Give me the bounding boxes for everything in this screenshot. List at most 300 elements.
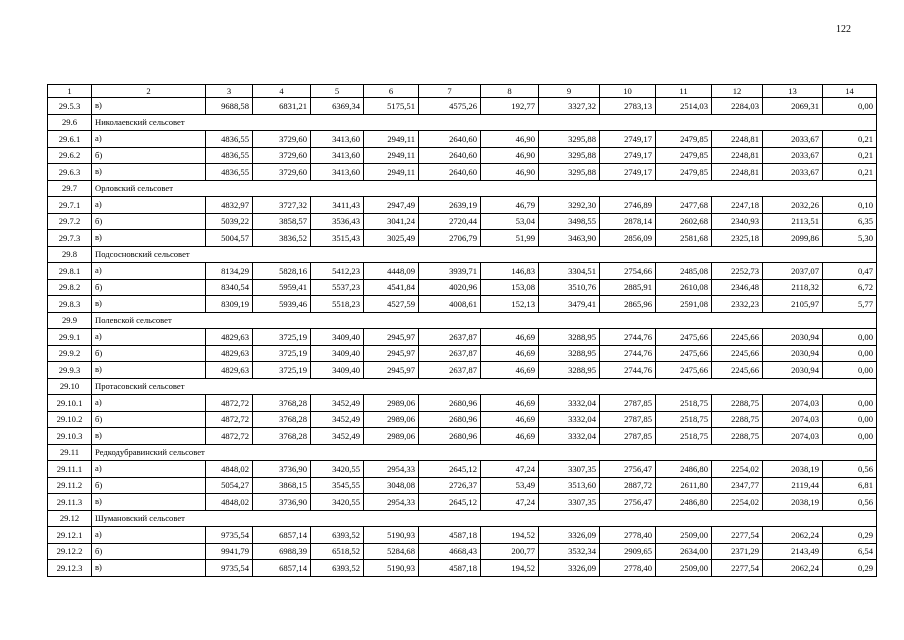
header-cell: 1 — [48, 85, 92, 98]
value-cell: 6831,21 — [253, 98, 311, 115]
value-cell: 5518,23 — [311, 296, 364, 313]
value-cell: 3041,24 — [364, 213, 419, 230]
value-cell: 3768,28 — [253, 411, 311, 428]
value-cell: 2989,06 — [364, 411, 419, 428]
value-cell: 2954,33 — [364, 461, 419, 478]
value-cell: 2865,96 — [600, 296, 656, 313]
value-cell: 0,47 — [823, 263, 877, 280]
value-cell: 4587,18 — [419, 560, 481, 577]
value-cell: 2878,14 — [600, 213, 656, 230]
value-cell: 4008,61 — [419, 296, 481, 313]
section-name: Орловский сельсовет — [92, 180, 877, 197]
value-cell: 3545,55 — [311, 477, 364, 494]
table-row — [48, 197, 877, 214]
value-cell: 2475,66 — [656, 329, 712, 346]
value-cell: 4829,63 — [206, 345, 253, 362]
value-cell: 2475,66 — [656, 362, 712, 379]
value-cell: 53,04 — [481, 213, 539, 230]
row-sub-label: а) — [92, 329, 206, 346]
row-code: 29.7.2 — [48, 213, 92, 230]
value-cell: 2074,03 — [763, 411, 823, 428]
value-cell: 46,79 — [481, 197, 539, 214]
row-code: 29.12.1 — [48, 527, 92, 544]
value-cell: 2744,76 — [600, 345, 656, 362]
value-cell: 5,77 — [823, 296, 877, 313]
value-cell: 0,29 — [823, 560, 877, 577]
value-cell: 2245,66 — [712, 345, 763, 362]
section-name: Подсосновский сельсовет — [92, 246, 877, 263]
value-cell: 53,49 — [481, 477, 539, 494]
row-code: 29.11 — [48, 444, 92, 461]
value-cell: 3292,30 — [539, 197, 600, 214]
value-cell: 146,83 — [481, 263, 539, 280]
table-row — [48, 527, 877, 544]
table-row — [48, 131, 877, 148]
value-cell: 5828,16 — [253, 263, 311, 280]
value-cell: 2277,54 — [712, 560, 763, 577]
value-cell: 3288,95 — [539, 329, 600, 346]
table-row — [48, 329, 877, 346]
value-cell: 2749,17 — [600, 131, 656, 148]
value-cell: 3409,40 — [311, 362, 364, 379]
value-cell: 2346,48 — [712, 279, 763, 296]
section-row — [48, 510, 877, 527]
value-cell: 2254,02 — [712, 461, 763, 478]
value-cell: 5175,51 — [364, 98, 419, 115]
header-cell: 10 — [600, 85, 656, 98]
value-cell: 6393,52 — [311, 560, 364, 577]
value-cell: 2637,87 — [419, 362, 481, 379]
row-sub-label: а) — [92, 395, 206, 412]
section-row — [48, 378, 877, 395]
value-cell: 5412,23 — [311, 263, 364, 280]
value-cell: 2611,80 — [656, 477, 712, 494]
value-cell: 0,29 — [823, 527, 877, 544]
value-cell: 3729,60 — [253, 164, 311, 181]
value-cell: 3725,19 — [253, 345, 311, 362]
value-cell: 3295,88 — [539, 147, 600, 164]
section-name: Редкодубравинский сельсовет — [92, 444, 877, 461]
header-cell: 3 — [206, 85, 253, 98]
table-row — [48, 494, 877, 511]
row-sub-label: а) — [92, 263, 206, 280]
value-cell: 4848,02 — [206, 494, 253, 511]
value-cell: 6988,39 — [253, 543, 311, 560]
section-row — [48, 180, 877, 197]
value-cell: 3295,88 — [539, 164, 600, 181]
header-cell: 14 — [823, 85, 877, 98]
value-cell: 2254,02 — [712, 494, 763, 511]
value-cell: 4872,72 — [206, 428, 253, 445]
value-cell: 4836,55 — [206, 164, 253, 181]
value-cell: 2143,49 — [763, 543, 823, 560]
value-cell: 2030,94 — [763, 329, 823, 346]
value-cell: 4587,18 — [419, 527, 481, 544]
value-cell: 2787,85 — [600, 411, 656, 428]
row-sub-label: а) — [92, 527, 206, 544]
row-sub-label: в) — [92, 164, 206, 181]
value-cell: 0,00 — [823, 428, 877, 445]
row-code: 29.11.3 — [48, 494, 92, 511]
value-cell: 3420,55 — [311, 461, 364, 478]
header-cell: 11 — [656, 85, 712, 98]
header-cell: 12 — [712, 85, 763, 98]
value-cell: 0,00 — [823, 395, 877, 412]
value-cell: 6393,52 — [311, 527, 364, 544]
value-cell: 3858,57 — [253, 213, 311, 230]
value-cell: 4448,09 — [364, 263, 419, 280]
value-cell: 9735,54 — [206, 560, 253, 577]
value-cell: 3411,43 — [311, 197, 364, 214]
value-cell: 2340,93 — [712, 213, 763, 230]
row-code: 29.12 — [48, 510, 92, 527]
row-code: 29.9.2 — [48, 345, 92, 362]
value-cell: 3304,51 — [539, 263, 600, 280]
value-cell: 46,69 — [481, 395, 539, 412]
value-cell: 2949,11 — [364, 131, 419, 148]
value-cell: 2509,00 — [656, 527, 712, 544]
value-cell: 46,69 — [481, 345, 539, 362]
table-row — [48, 213, 877, 230]
value-cell: 2720,44 — [419, 213, 481, 230]
value-cell: 3463,90 — [539, 230, 600, 247]
value-cell: 6,81 — [823, 477, 877, 494]
value-cell: 3452,49 — [311, 428, 364, 445]
table-row — [48, 461, 877, 478]
value-cell: 153,08 — [481, 279, 539, 296]
value-cell: 3736,90 — [253, 461, 311, 478]
row-sub-label: в) — [92, 296, 206, 313]
value-cell: 2744,76 — [600, 362, 656, 379]
value-cell: 4829,63 — [206, 329, 253, 346]
value-cell: 4848,02 — [206, 461, 253, 478]
table-row — [48, 362, 877, 379]
value-cell: 0,00 — [823, 329, 877, 346]
table-row — [48, 560, 877, 577]
value-cell: 2744,76 — [600, 329, 656, 346]
value-cell: 2245,66 — [712, 329, 763, 346]
table-row — [48, 263, 877, 280]
value-cell: 3332,04 — [539, 395, 600, 412]
value-cell: 3498,55 — [539, 213, 600, 230]
value-cell: 2099,86 — [763, 230, 823, 247]
table-body — [48, 98, 877, 577]
value-cell: 2486,80 — [656, 494, 712, 511]
value-cell: 2610,08 — [656, 279, 712, 296]
value-cell: 2909,65 — [600, 543, 656, 560]
row-sub-label: в) — [92, 428, 206, 445]
value-cell: 2038,19 — [763, 494, 823, 511]
value-cell: 2756,47 — [600, 461, 656, 478]
value-cell: 46,90 — [481, 131, 539, 148]
value-cell: 4829,63 — [206, 362, 253, 379]
value-cell: 2288,75 — [712, 395, 763, 412]
value-cell: 2754,66 — [600, 263, 656, 280]
header-cell: 7 — [419, 85, 481, 98]
value-cell: 4020,96 — [419, 279, 481, 296]
value-cell: 2247,18 — [712, 197, 763, 214]
value-cell: 6857,14 — [253, 560, 311, 577]
value-cell: 2030,94 — [763, 362, 823, 379]
row-sub-label: б) — [92, 213, 206, 230]
value-cell: 2518,75 — [656, 395, 712, 412]
value-cell: 5039,22 — [206, 213, 253, 230]
row-sub-label: б) — [92, 543, 206, 560]
value-cell: 3768,28 — [253, 395, 311, 412]
value-cell: 3413,60 — [311, 147, 364, 164]
header-cell: 8 — [481, 85, 539, 98]
value-cell: 2325,18 — [712, 230, 763, 247]
value-cell: 2945,97 — [364, 362, 419, 379]
row-sub-label: в) — [92, 230, 206, 247]
table-row — [48, 230, 877, 247]
value-cell: 2038,19 — [763, 461, 823, 478]
value-cell: 2288,75 — [712, 411, 763, 428]
header-cell: 6 — [364, 85, 419, 98]
value-cell: 4527,59 — [364, 296, 419, 313]
value-cell: 2640,60 — [419, 147, 481, 164]
value-cell: 8134,29 — [206, 263, 253, 280]
row-code: 29.6 — [48, 114, 92, 131]
value-cell: 2637,87 — [419, 345, 481, 362]
section-name: Протасовский сельсовет — [92, 378, 877, 395]
value-cell: 3836,52 — [253, 230, 311, 247]
value-cell: 2030,94 — [763, 345, 823, 362]
header-cell: 5 — [311, 85, 364, 98]
row-sub-label: а) — [92, 461, 206, 478]
row-code: 29.7.1 — [48, 197, 92, 214]
header-cell: 4 — [253, 85, 311, 98]
value-cell: 3479,41 — [539, 296, 600, 313]
value-cell: 2074,03 — [763, 395, 823, 412]
value-cell: 2947,49 — [364, 197, 419, 214]
value-cell: 2477,68 — [656, 197, 712, 214]
value-cell: 3413,60 — [311, 164, 364, 181]
value-cell: 2945,97 — [364, 345, 419, 362]
value-cell: 5054,27 — [206, 477, 253, 494]
value-cell: 2105,97 — [763, 296, 823, 313]
value-cell: 3048,08 — [364, 477, 419, 494]
row-sub-label: б) — [92, 279, 206, 296]
value-cell: 2252,73 — [712, 263, 763, 280]
value-cell: 2062,24 — [763, 527, 823, 544]
value-cell: 3288,95 — [539, 345, 600, 362]
value-cell: 4872,72 — [206, 411, 253, 428]
value-cell: 0,00 — [823, 411, 877, 428]
row-sub-label: в) — [92, 560, 206, 577]
value-cell: 6369,34 — [311, 98, 364, 115]
row-code: 29.6.2 — [48, 147, 92, 164]
value-cell: 2277,54 — [712, 527, 763, 544]
table-row — [48, 411, 877, 428]
value-cell: 2645,12 — [419, 461, 481, 478]
value-cell: 2033,67 — [763, 164, 823, 181]
row-sub-label: в) — [92, 362, 206, 379]
value-cell: 2783,13 — [600, 98, 656, 115]
value-cell: 2887,72 — [600, 477, 656, 494]
value-cell: 0,00 — [823, 345, 877, 362]
value-cell: 3413,60 — [311, 131, 364, 148]
value-cell: 3727,32 — [253, 197, 311, 214]
value-cell: 2787,85 — [600, 395, 656, 412]
row-sub-label: а) — [92, 131, 206, 148]
value-cell: 46,90 — [481, 164, 539, 181]
value-cell: 2726,37 — [419, 477, 481, 494]
table-row — [48, 296, 877, 313]
value-cell: 3025,49 — [364, 230, 419, 247]
value-cell: 46,69 — [481, 362, 539, 379]
header-cell: 2 — [92, 85, 206, 98]
value-cell: 2479,85 — [656, 164, 712, 181]
header-cell: 9 — [539, 85, 600, 98]
value-cell: 2591,08 — [656, 296, 712, 313]
value-cell: 2248,81 — [712, 131, 763, 148]
value-cell: 2746,89 — [600, 197, 656, 214]
value-cell: 0,00 — [823, 98, 877, 115]
value-cell: 3326,09 — [539, 527, 600, 544]
value-cell: 2778,40 — [600, 527, 656, 544]
value-cell: 6518,52 — [311, 543, 364, 560]
table-row — [48, 345, 877, 362]
value-cell: 2989,06 — [364, 428, 419, 445]
value-cell: 2954,33 — [364, 494, 419, 511]
row-code: 29.11.1 — [48, 461, 92, 478]
value-cell: 3409,40 — [311, 329, 364, 346]
value-cell: 3332,04 — [539, 411, 600, 428]
data-table — [47, 84, 877, 577]
value-cell: 4836,55 — [206, 131, 253, 148]
value-cell: 4832,97 — [206, 197, 253, 214]
row-sub-label: в) — [92, 98, 206, 115]
row-code: 29.6.1 — [48, 131, 92, 148]
row-sub-label: б) — [92, 411, 206, 428]
value-cell: 3307,35 — [539, 461, 600, 478]
value-cell: 2509,00 — [656, 560, 712, 577]
value-cell: 3409,40 — [311, 345, 364, 362]
value-cell: 0,21 — [823, 164, 877, 181]
value-cell: 194,52 — [481, 527, 539, 544]
value-cell: 2634,00 — [656, 543, 712, 560]
value-cell: 2749,17 — [600, 164, 656, 181]
value-cell: 2118,32 — [763, 279, 823, 296]
value-cell: 2778,40 — [600, 560, 656, 577]
value-cell: 2518,75 — [656, 411, 712, 428]
row-code: 29.12.2 — [48, 543, 92, 560]
section-name: Полевской сельсовет — [92, 312, 877, 329]
value-cell: 2787,85 — [600, 428, 656, 445]
value-cell: 2945,97 — [364, 329, 419, 346]
header-cell: 13 — [763, 85, 823, 98]
value-cell: 46,69 — [481, 411, 539, 428]
value-cell: 2885,91 — [600, 279, 656, 296]
row-sub-label: б) — [92, 147, 206, 164]
value-cell: 6,35 — [823, 213, 877, 230]
value-cell: 6857,14 — [253, 527, 311, 544]
value-cell: 5537,23 — [311, 279, 364, 296]
value-cell: 3510,76 — [539, 279, 600, 296]
value-cell: 2479,85 — [656, 131, 712, 148]
value-cell: 3332,04 — [539, 428, 600, 445]
value-cell: 3768,28 — [253, 428, 311, 445]
value-cell: 0,00 — [823, 362, 877, 379]
value-cell: 3536,43 — [311, 213, 364, 230]
value-cell: 5284,68 — [364, 543, 419, 560]
value-cell: 4836,55 — [206, 147, 253, 164]
value-cell: 3513,60 — [539, 477, 600, 494]
value-cell: 2485,08 — [656, 263, 712, 280]
value-cell: 2479,85 — [656, 147, 712, 164]
table-row — [48, 279, 877, 296]
value-cell: 3532,34 — [539, 543, 600, 560]
section-row — [48, 114, 877, 131]
value-cell: 2949,11 — [364, 147, 419, 164]
value-cell: 3725,19 — [253, 362, 311, 379]
row-code: 29.11.2 — [48, 477, 92, 494]
value-cell: 51,99 — [481, 230, 539, 247]
table-row — [48, 164, 877, 181]
row-code: 29.8.3 — [48, 296, 92, 313]
value-cell: 4872,72 — [206, 395, 253, 412]
value-cell: 9941,79 — [206, 543, 253, 560]
value-cell: 2074,03 — [763, 428, 823, 445]
row-code: 29.8 — [48, 246, 92, 263]
value-cell: 8309,19 — [206, 296, 253, 313]
table-row — [48, 147, 877, 164]
value-cell: 2640,60 — [419, 131, 481, 148]
value-cell: 2033,67 — [763, 147, 823, 164]
value-cell: 2856,09 — [600, 230, 656, 247]
value-cell: 2639,19 — [419, 197, 481, 214]
value-cell: 3452,49 — [311, 411, 364, 428]
value-cell: 4575,26 — [419, 98, 481, 115]
value-cell: 4668,43 — [419, 543, 481, 560]
value-cell: 0,56 — [823, 494, 877, 511]
value-cell: 5190,93 — [364, 527, 419, 544]
value-cell: 3736,90 — [253, 494, 311, 511]
row-code: 29.5.3 — [48, 98, 92, 115]
row-code: 29.9.3 — [48, 362, 92, 379]
value-cell: 9688,58 — [206, 98, 253, 115]
value-cell: 2347,77 — [712, 477, 763, 494]
row-code: 29.10.2 — [48, 411, 92, 428]
value-cell: 0,21 — [823, 147, 877, 164]
value-cell: 2332,23 — [712, 296, 763, 313]
value-cell: 8340,54 — [206, 279, 253, 296]
value-cell: 0,10 — [823, 197, 877, 214]
value-cell: 47,24 — [481, 494, 539, 511]
value-cell: 2248,81 — [712, 147, 763, 164]
value-cell: 3515,43 — [311, 230, 364, 247]
value-cell: 46,69 — [481, 329, 539, 346]
section-row — [48, 312, 877, 329]
value-cell: 3420,55 — [311, 494, 364, 511]
header-row — [48, 85, 877, 98]
value-cell: 2062,24 — [763, 560, 823, 577]
section-name: Николаевский сельсовет — [92, 114, 877, 131]
value-cell: 2113,51 — [763, 213, 823, 230]
value-cell: 2032,26 — [763, 197, 823, 214]
value-cell: 3288,95 — [539, 362, 600, 379]
row-code: 29.8.2 — [48, 279, 92, 296]
value-cell: 0,21 — [823, 131, 877, 148]
row-code: 29.9 — [48, 312, 92, 329]
value-cell: 2475,66 — [656, 345, 712, 362]
value-cell: 46,69 — [481, 428, 539, 445]
value-cell: 46,90 — [481, 147, 539, 164]
table-row — [48, 428, 877, 445]
value-cell: 2037,07 — [763, 263, 823, 280]
value-cell: 2069,31 — [763, 98, 823, 115]
